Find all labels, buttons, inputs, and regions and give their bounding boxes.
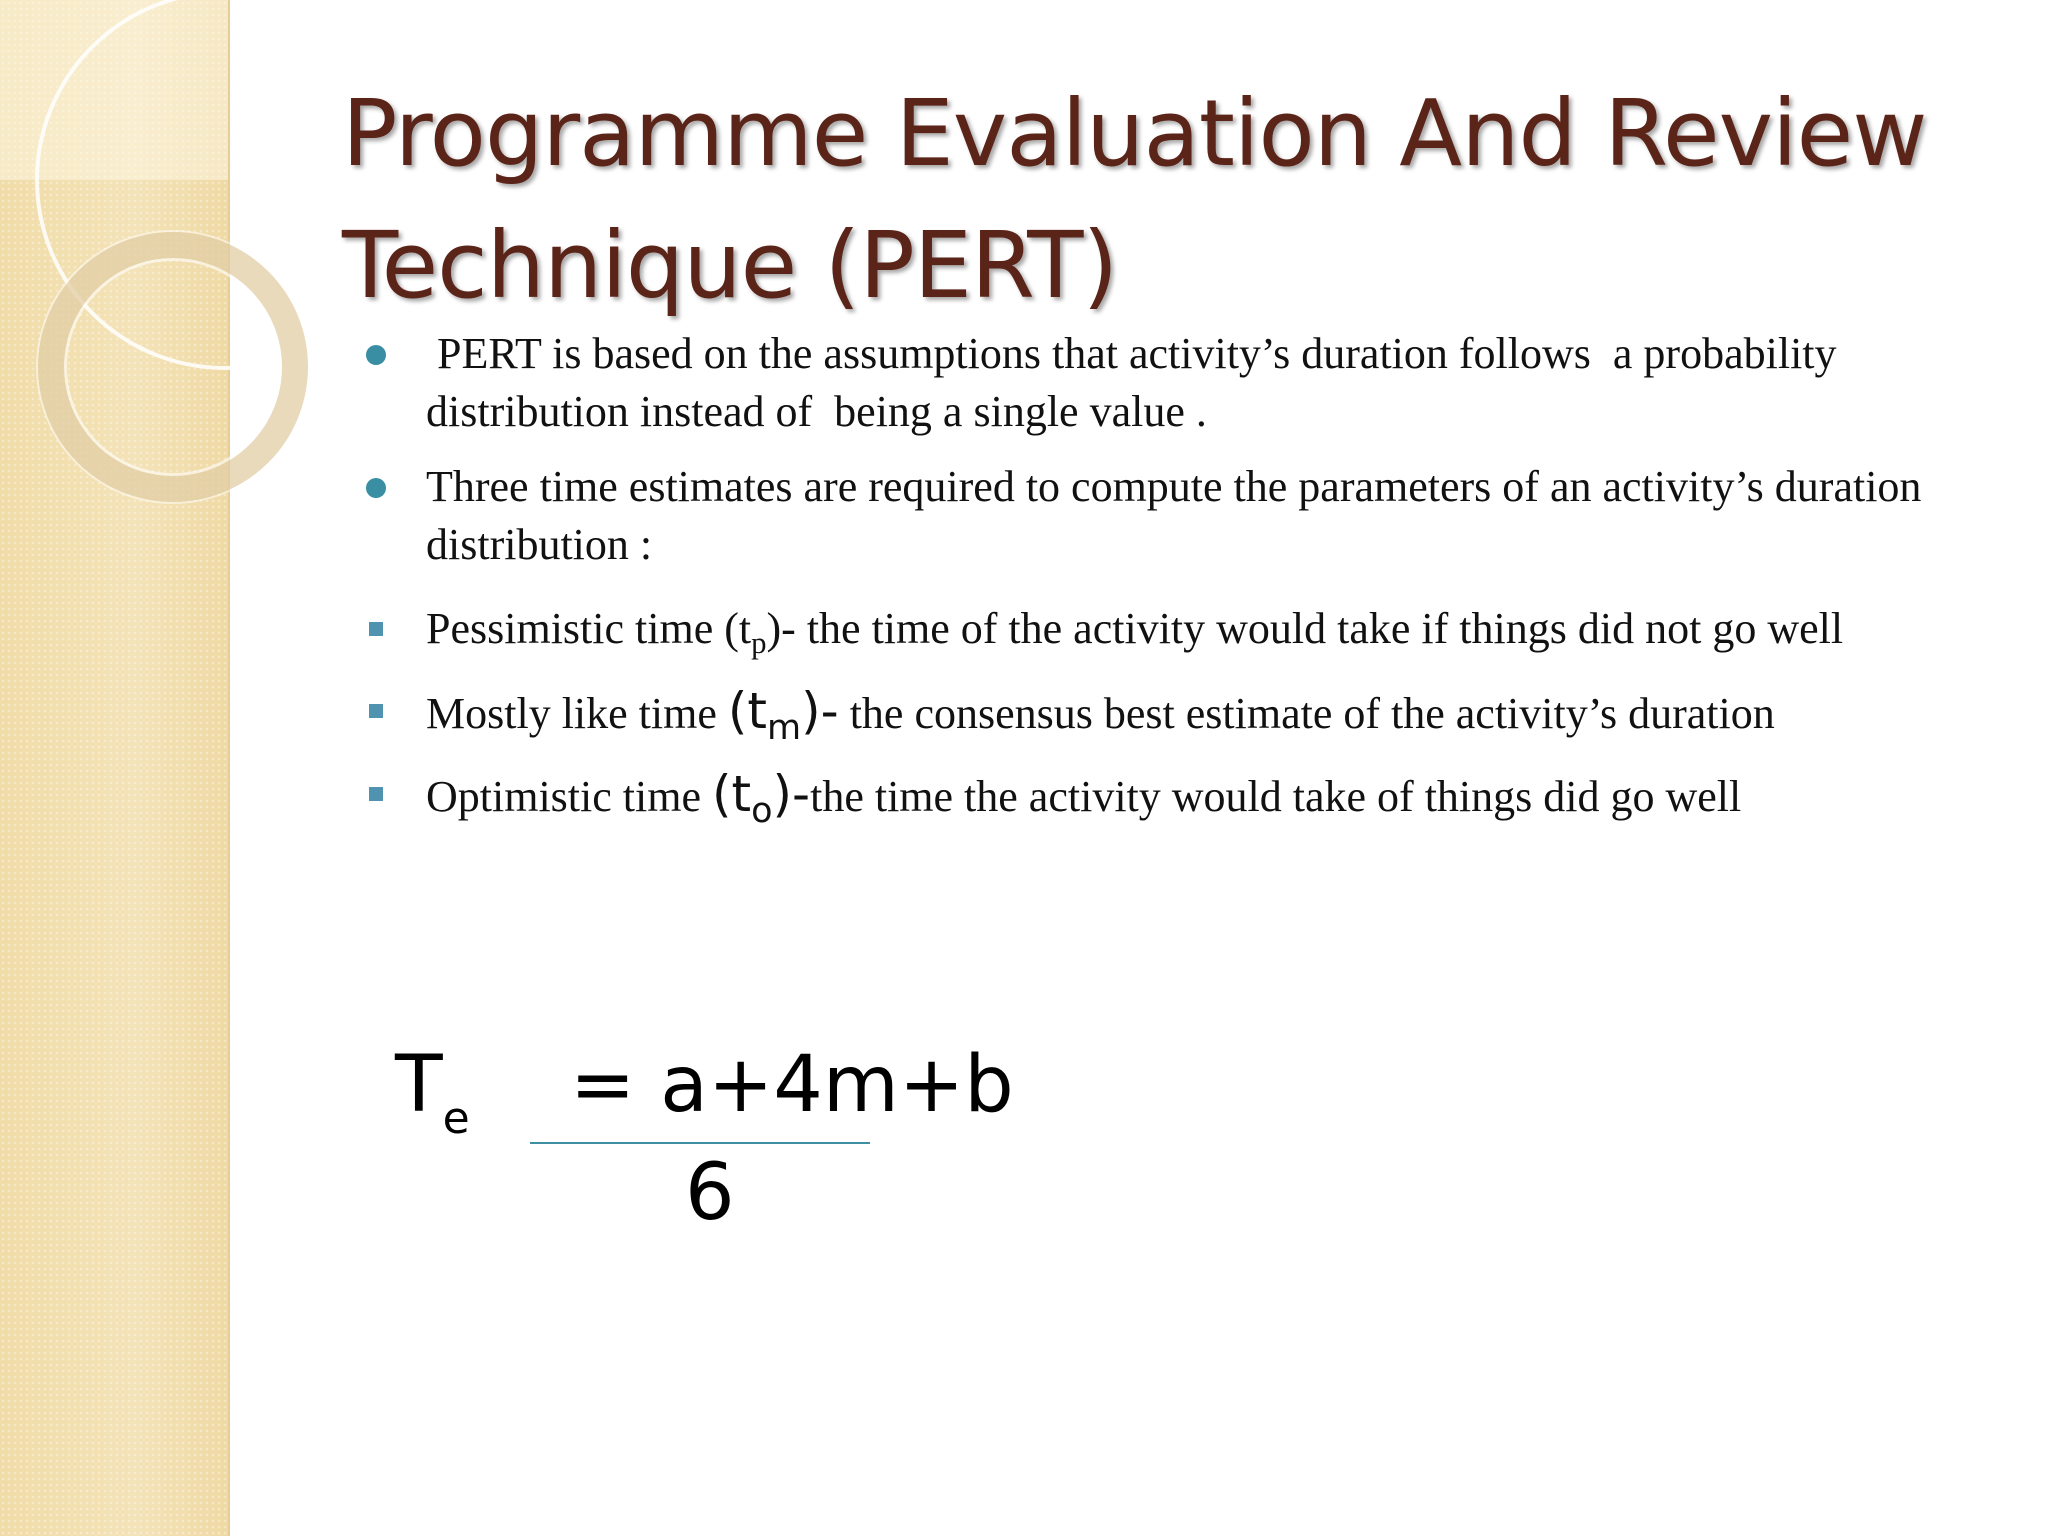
- formula-lhs-symbol: T: [395, 1040, 443, 1130]
- formula-lhs-subscript: e: [442, 1093, 470, 1144]
- fraction-line: [530, 1142, 870, 1144]
- estimate-prefix: Mostly like time: [426, 689, 728, 738]
- square-bullet-icon: [369, 704, 383, 718]
- decorative-ring-small: [38, 232, 308, 502]
- estimate-symbol-open: (t: [711, 765, 752, 823]
- estimate-description: the consensus best estimate of the activity’s duration: [838, 689, 1775, 738]
- formula-denominator: 6: [685, 1148, 735, 1238]
- estimate-symbol-close: )-: [772, 765, 811, 823]
- estimate-symbol-open: (t: [727, 682, 768, 740]
- estimate-prefix: Optimistic time: [426, 772, 712, 821]
- estimate-subscript: m: [767, 708, 802, 749]
- estimate-symbol: [711, 765, 811, 832]
- estimate-symbol: [727, 682, 839, 749]
- bullet-text: Three time estimates are required to compute the parameters of an activity’s duration distribution :: [426, 462, 1922, 569]
- circle-bullet-icon: [366, 345, 386, 365]
- bullet-list: [360, 325, 1990, 832]
- estimate-prefix: Pessimistic time (t: [426, 604, 752, 653]
- estimate-description: the time the activity would take of things did go well: [810, 772, 1742, 821]
- formula-lhs: [395, 1040, 470, 1144]
- formula-numerator: = a+4m+b: [570, 1040, 1014, 1130]
- square-bullet-icon: [369, 622, 383, 636]
- estimate-item-pessimistic: [360, 600, 1990, 658]
- bullet-item: [360, 458, 1990, 574]
- bullet-text: PERT is based on the assumptions that activity’s duration follows a probability distribution instead of being a single value .: [426, 329, 1848, 436]
- estimate-description: )- the time of the activity would take if things did not go well: [766, 604, 1844, 653]
- decorative-side-strip: [0, 0, 230, 1536]
- circle-bullet-icon: [366, 478, 386, 498]
- estimate-subscript: p: [751, 625, 767, 660]
- square-bullet-icon: [369, 787, 383, 801]
- estimate-item-optimistic: [360, 765, 1990, 832]
- estimate-symbol-close: )-: [801, 682, 839, 740]
- bullet-item: [360, 325, 1990, 441]
- estimate-subscript: o: [751, 791, 773, 832]
- slide-title: Programme Evaluation And Review Technique (PERT): [342, 80, 1927, 319]
- estimate-item-most-likely: [360, 682, 1990, 749]
